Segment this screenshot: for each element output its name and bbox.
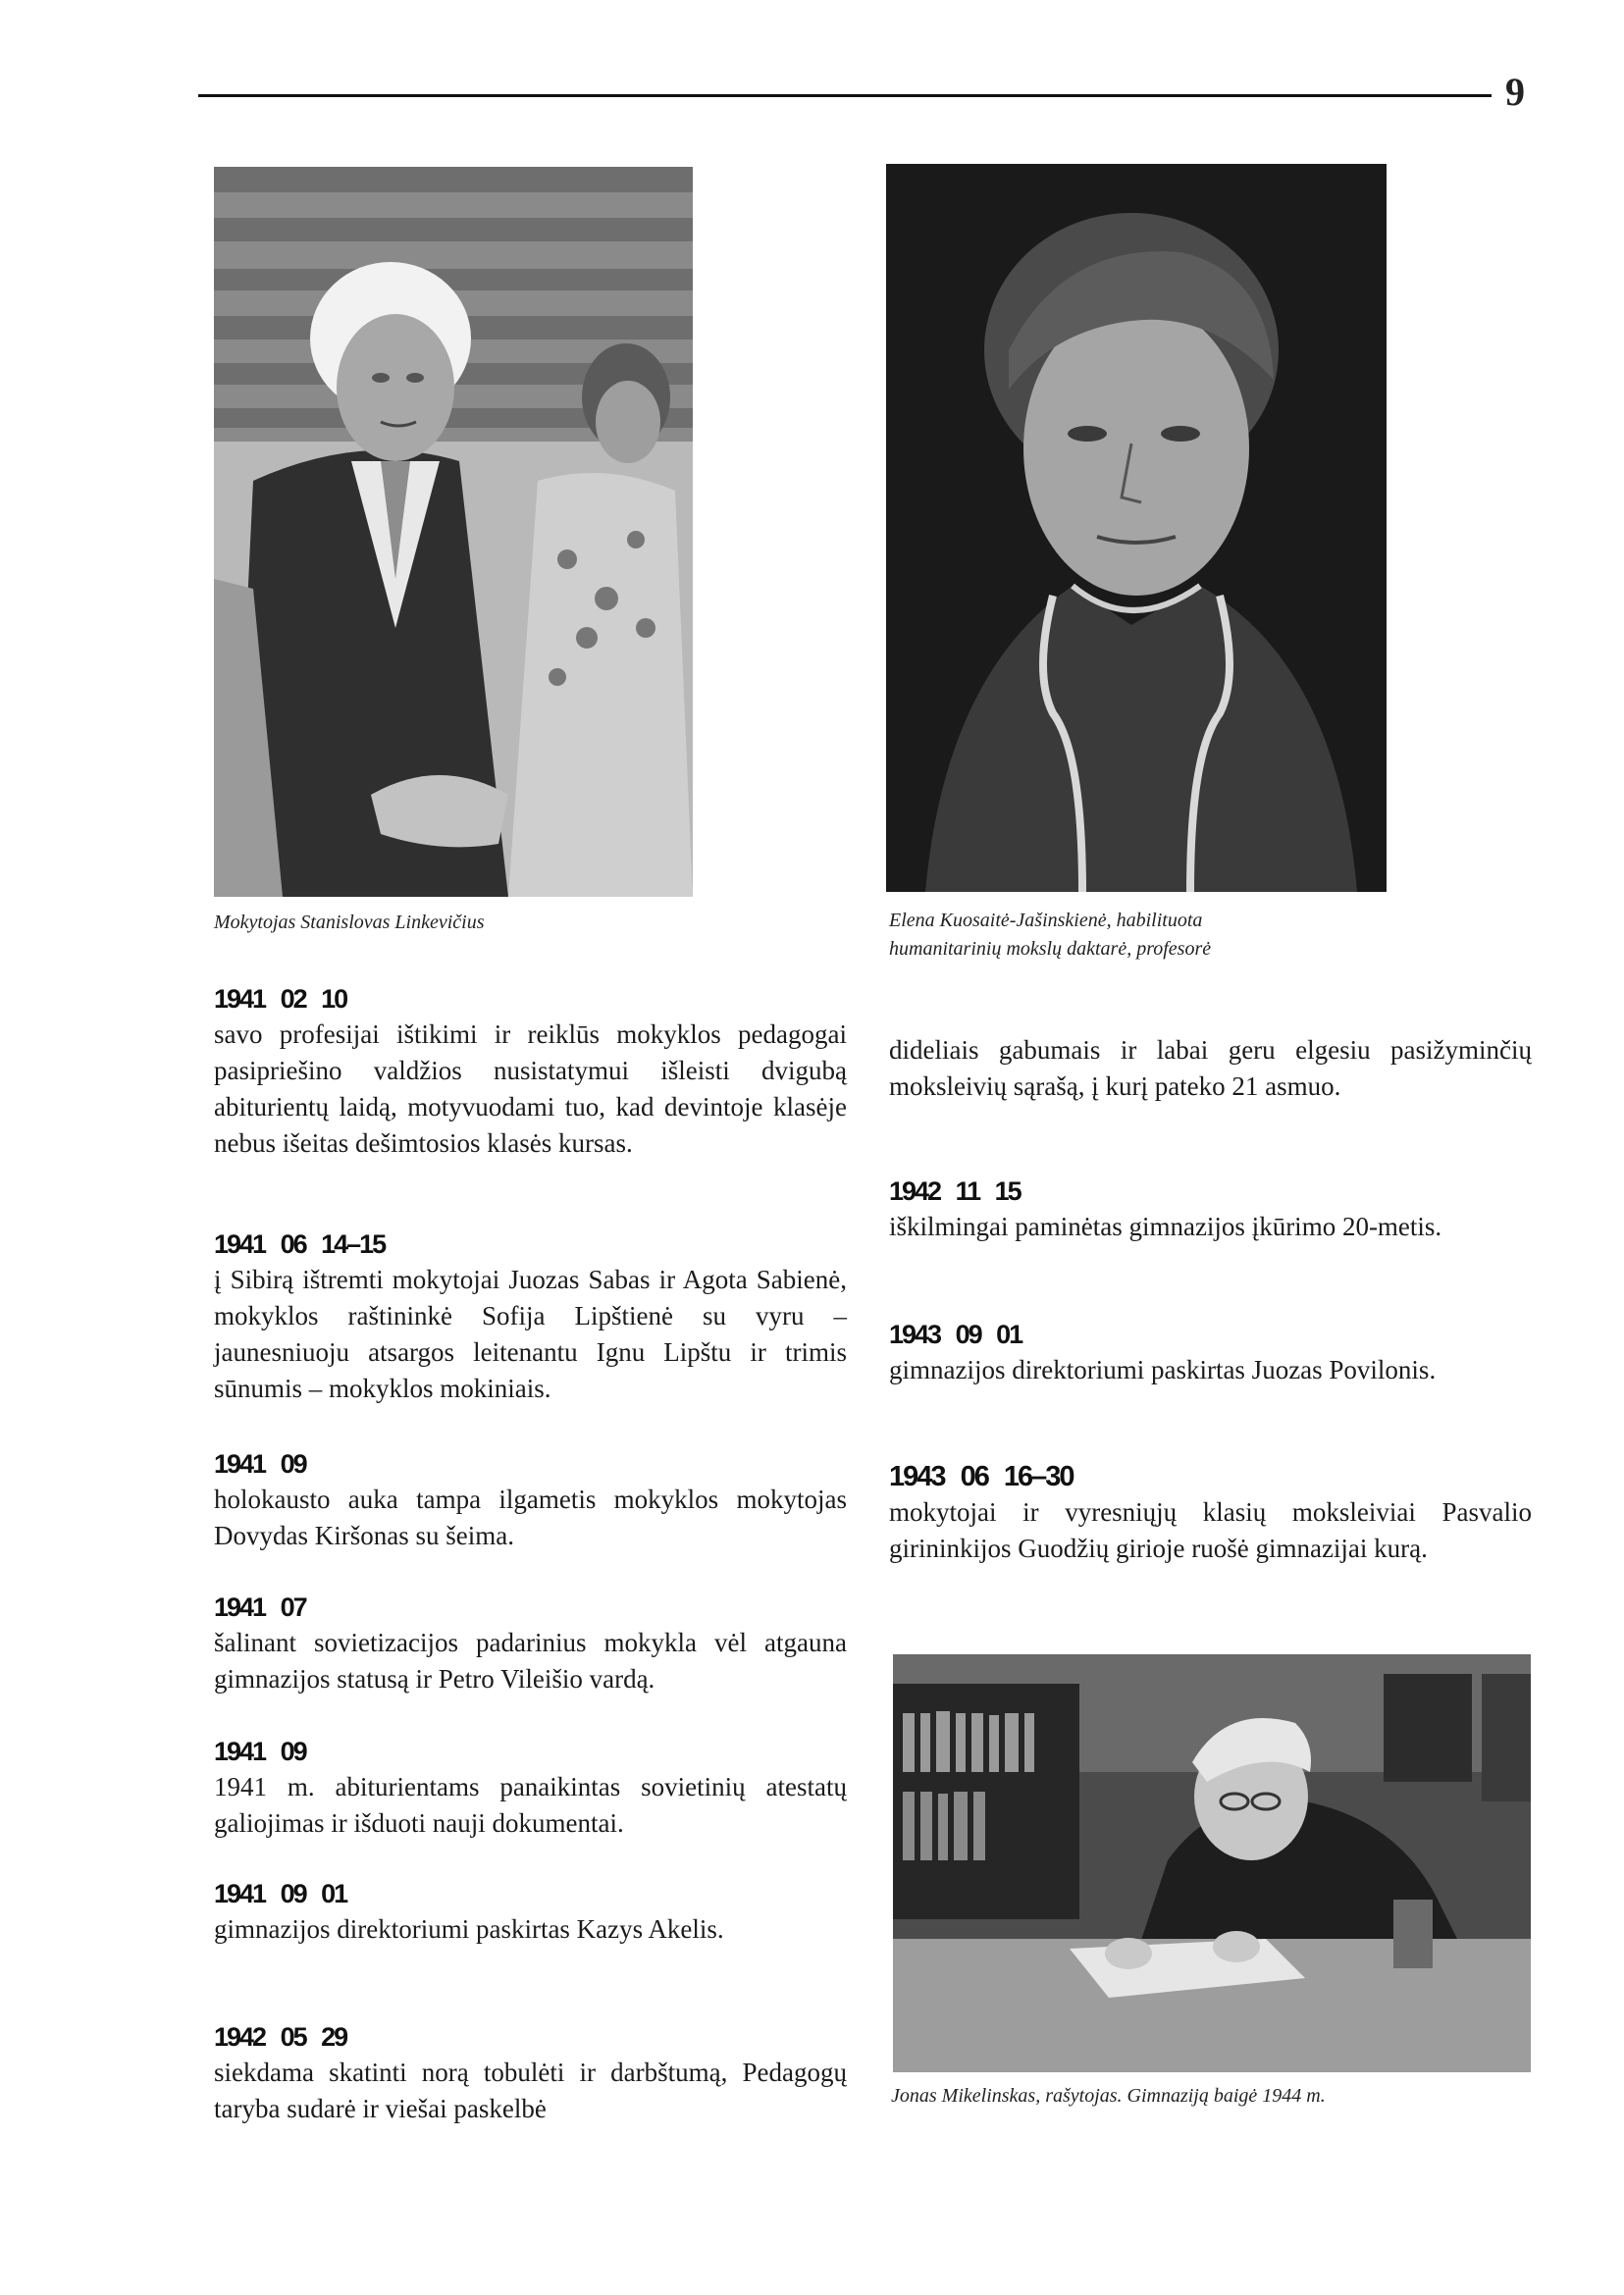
entry-text: holokausto auka tampa ilgametis mokyklos mokytojas Dovydas Kiršonas su šeima. — [214, 1485, 847, 1550]
chronicle-entry — [214, 1876, 847, 1948]
header-rule — [198, 94, 1492, 97]
entry-text: gimnazijos direktoriumi paskirtas Juozas Povilonis. — [889, 1355, 1437, 1384]
chronicle-entry — [889, 1174, 1532, 1245]
chronicle-entry — [889, 1317, 1532, 1388]
chronicle-entry — [214, 1734, 847, 1842]
entry-date: 1941 06 14–15 — [214, 1229, 386, 1259]
chronicle-entry — [214, 1446, 847, 1554]
entry-text: iškilmingai paminėtas gimnazijos įkūrimo 20-metis. — [889, 1212, 1442, 1241]
entry-text: gimnazijos direktoriumi paskirtas Kazys Akelis. — [214, 1914, 724, 1944]
chronicle-entry — [889, 1459, 1532, 1567]
page-number: 9 — [1505, 70, 1525, 114]
photo-caption: Jonas Mikelinskas, rašytojas. Gimnaziją baigė 1944 m. — [891, 2085, 1326, 2107]
entry-text: 1941 m. abiturientams panaikintas sovietinių atestatų galiojimas ir išduoti nauji dokumentai. — [214, 1772, 847, 1838]
photo-caption: Elena Kuosaitė-Jašinskienė, habilituota humanitarinių mokslų daktarė, profesorė — [889, 910, 1212, 960]
chronicle-entry — [214, 981, 847, 1162]
photo-linkevicius — [214, 167, 693, 897]
chronicle-entry — [214, 1226, 847, 1407]
entry-date: 1941 09 01 — [214, 1879, 347, 1908]
entry-date: 1941 09 — [214, 1449, 306, 1479]
entry-date: 1943 09 01 — [889, 1320, 1022, 1349]
photo-caption: Mokytojas Stanislovas Linkevičius — [214, 912, 485, 933]
chronicle-entry — [214, 1590, 847, 1697]
entry-date: 1942 11 15 — [889, 1176, 1021, 1206]
entry-text: į Sibirą ištremti mokytojai Juozas Sabas ir Agota Sabienė, mokyklos raštininkė Sofija Lipštienė su vyru – jaunesniuoju atsargos leitenantu Ignu Lipštu ir trimis sūnumis – mokyklos mokiniais. — [214, 1265, 847, 1403]
entry-date: 1941 07 — [214, 1592, 306, 1622]
photo-mikelinskas — [893, 1654, 1531, 2072]
entry-text: mokytojai ir vyresniųjų klasių moksleiviai Pasvalio girininkijos Guodžių girioje ruošė gimnazijai kurą. — [889, 1497, 1532, 1563]
entry-text: savo profesijai ištikimi ir reiklūs mokyklos pedagogai pasipriešino valdžios nusistatymui išleisti dvigubą abiturientų laidą, motyvuodami tuo, kad devintoje klasėje nebus išeitas dešimtosios klasės kursas. — [214, 1019, 847, 1158]
chronicle-entry — [889, 1032, 1532, 1105]
photo-kuosaite-jasinskiene — [886, 164, 1387, 892]
entry-text: dideliais gabumais ir labai geru elgesiu pasižyminčių moksleivių sąrašą, į kurį pateko 21 asmuo. — [889, 1035, 1532, 1101]
entry-date: 1942 05 29 — [214, 2022, 347, 2052]
entry-text: šalinant sovietizacijos padarinius mokykla vėl atgauna gimnazijos statusą ir Petro Vileišio vardą. — [214, 1628, 847, 1694]
entry-date: 1943 06 16–30 — [889, 1461, 1074, 1492]
entry-date: 1941 02 10 — [214, 984, 347, 1014]
chronicle-entry — [214, 2019, 847, 2127]
entry-date: 1941 09 — [214, 1737, 306, 1766]
entry-text: siekdama skatinti norą tobulėti ir darbštumą, Pedagogų taryba sudarė ir viešai paskelbė — [214, 2058, 847, 2123]
